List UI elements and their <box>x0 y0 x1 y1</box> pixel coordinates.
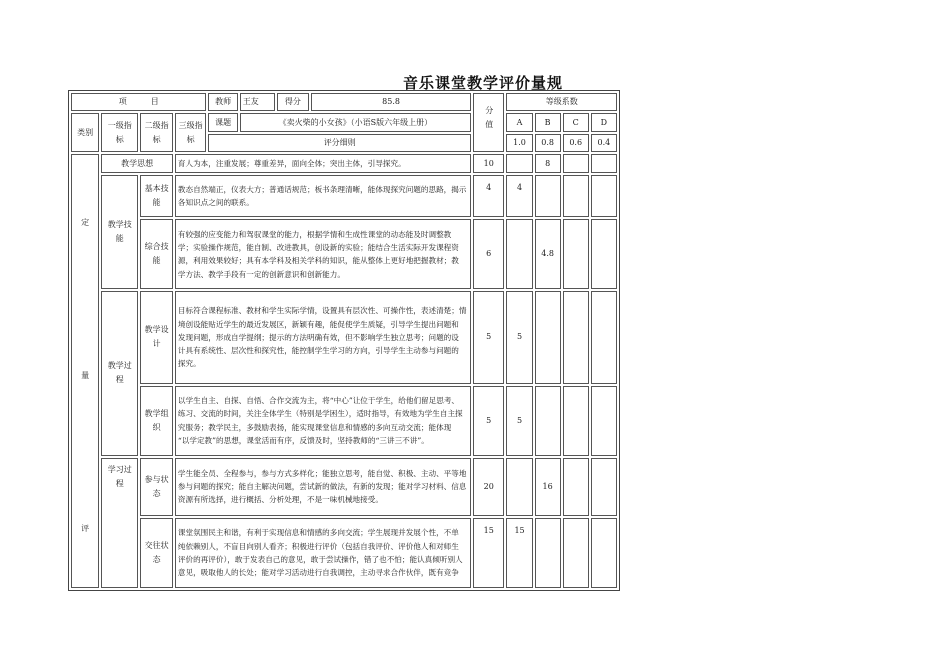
header-teacher-name: 王友 <box>240 93 275 111</box>
level1-jiaoxue-guocheng-text: 教学过程 <box>107 361 132 385</box>
grade-c-label: C <box>563 113 589 132</box>
category-cell <box>71 154 99 588</box>
detail-row-4 <box>175 386 471 456</box>
detail-row-4-line-2: 练习、交流的时间，关注全体学生（特别是学困生），适时指导，有效地为学生自主探 <box>177 409 463 419</box>
detail-row-1-line-1: 教态自然端正，仪表大方；普通话规范；板书条理清晰，能体现探究问题的思路，揭示 <box>177 184 467 194</box>
detail-row-3-line-2: 境创设能贴近学生的最近发展区，新颖有趣，能促使学生质疑，引导学生提出问题和 <box>177 319 459 329</box>
grade-c-row-2 <box>563 219 589 289</box>
points-row-2: 6 <box>473 219 505 289</box>
level1-xuexi-guocheng-text: 学习过程 <box>107 464 132 488</box>
level2-jiben-jineng: 基本技能 <box>140 175 173 217</box>
header-topic-label: 课题 <box>208 113 237 132</box>
evaluation-rubric-table <box>68 90 620 591</box>
grade-a-row-2 <box>506 219 532 289</box>
detail-row-5-line-3: 资源有所选择，进行概括、分析处理，不是一味机械地接受。 <box>177 495 383 505</box>
level1-jiaoxue-guocheng <box>101 291 138 455</box>
grade-a-row-5 <box>506 458 532 516</box>
detail-row-6 <box>175 518 471 588</box>
header-topic-value: 《卖火柴的小女孩》（小语S版六年级上册） <box>240 113 471 132</box>
detail-row-4-line-3: 究服务；教学民主，多鼓励表扬，能实现课堂信息和情感的多向互动交流；能体现 <box>177 422 452 432</box>
grade-c-row-4 <box>563 386 589 456</box>
level2-jiaoxue-sheji: 教学设计 <box>140 291 173 383</box>
detail-row-2-line-3: 源，利用效果较好；具有本学科及相关学科的知识，能从整体上更好地把握教材；教 <box>177 256 459 266</box>
points-row-3: 5 <box>473 291 505 383</box>
detail-row-1-line-2: 各知识点之间的联系。 <box>177 198 254 208</box>
detail-row-6-line-4: 意见，吸取他人的长处；能对学习活动进行自我调控，主动寻求合作伙伴，既有竞争 <box>177 568 459 578</box>
header-teacher-label: 教师 <box>208 93 237 111</box>
grade-b-row-4 <box>535 386 561 456</box>
header-category: 类别 <box>71 113 99 152</box>
level1-jiaoxue-jineng <box>101 175 138 289</box>
grade-c-row-6 <box>563 518 589 588</box>
detail-row-5 <box>175 458 471 516</box>
grade-d-row-0 <box>591 154 617 173</box>
level1-xuexi-guocheng <box>101 458 138 588</box>
detail-row-4-line-1: 以学生自主、自探、自悟、合作交流为主，将“中心”让位于学生，给他们留足思考、 <box>177 396 460 406</box>
detail-row-2-line-1: 有较强的应变能力和驾驭课堂的能力，根据学情和生成性课堂的动态能及时调整教 <box>177 229 452 239</box>
grade-b-label: B <box>535 113 561 132</box>
grade-d-row-4 <box>591 386 617 456</box>
grade-a-row-4: 5 <box>506 386 532 456</box>
level2-canyu-zhuangtai: 参与状态 <box>140 458 173 516</box>
points-row-6: 15 <box>473 518 505 588</box>
grade-b-row-5: 16 <box>535 458 561 516</box>
category-char-liang: 量 <box>81 371 90 380</box>
header-level1: 一级指标 <box>101 113 138 152</box>
category-char-ding: 定 <box>81 218 90 227</box>
grade-b-row-0: 8 <box>535 154 561 173</box>
header-level3: 三级指标 <box>175 113 207 152</box>
header-score-value: 85.8 <box>311 93 471 111</box>
detail-row-2-line-2: 学；实验操作规范，能自制、改进教具，创设新的实验；能结合生活实际开发课程资 <box>177 243 459 253</box>
points-row-1: 4 <box>473 175 505 217</box>
header-xiangmu: 项 目 <box>71 93 206 111</box>
header-grade-label: 等级系数 <box>506 93 617 111</box>
header-points-label <box>473 93 505 152</box>
grade-b-row-3 <box>535 291 561 383</box>
header-points-text: 分值 <box>484 106 494 134</box>
detail-row-3-line-4: 计具有系统性、层次性和探究性，能控制学生学习的方向，引导学生主动参与问题的 <box>177 346 459 356</box>
grade-a-row-0 <box>506 154 532 173</box>
detail-row-1 <box>175 175 471 217</box>
detail-row-3-line-3: 发现问题，形成自学提纲；提示的方法明确有效，但不影响学生独立思考；问题的设 <box>177 332 459 342</box>
detail-row-2 <box>175 219 471 289</box>
grade-c-row-3 <box>563 291 589 383</box>
header-scoring-rules: 评分细则 <box>208 134 471 152</box>
coefficient-d: 0.4 <box>591 134 617 152</box>
header-score-label: 得分 <box>277 93 310 111</box>
points-row-0: 10 <box>473 154 505 173</box>
detail-row-3-line-5: 探究。 <box>177 359 201 369</box>
detail-row-3-line-1: 目标符合课程标准、教材和学生实际学情，设置具有层次性、可操作性，表述清楚；情 <box>177 306 467 316</box>
grade-a-row-6: 15 <box>506 518 532 588</box>
detail-row-5-line-1: 学生能全员、全程参与，参与方式多样化；能独立思考，能自觉、积极、主动、平等地 <box>177 468 467 478</box>
detail-row-5-line-2: 参与问题的探究；能自主解决问题，尝试新的做法，有新的发现；能对学习材料、信息 <box>177 482 467 492</box>
coefficient-b: 0.8 <box>535 134 561 152</box>
level2-jiaowang-zhuangtai: 交往状态 <box>140 518 173 588</box>
grade-b-row-6 <box>535 518 561 588</box>
grade-d-row-5 <box>591 458 617 516</box>
level2-zonghe-jineng: 综合技能 <box>140 219 173 289</box>
document-title: 音乐课堂教学评价量规 <box>403 74 564 92</box>
detail-row-6-line-3: 评价的再评价），敢于发表自己的意见，敢于尝试操作，错了也不怕；能认真倾听别人 <box>177 555 463 564</box>
grade-c-row-5 <box>563 458 589 516</box>
grade-d-row-6 <box>591 518 617 588</box>
grade-b-row-2: 4.8 <box>535 219 561 289</box>
level1-jiaoxue-sixiang: 教学思想 <box>101 154 173 173</box>
detail-row-3 <box>175 291 471 383</box>
detail-row-4-line-4: “以学定教”的思想，课堂活而有序，反馈及时，坚持教师的“三讲三不讲”。 <box>177 435 429 445</box>
coefficient-c: 0.6 <box>563 134 589 152</box>
grade-a-label: A <box>506 113 532 132</box>
grade-c-row-0 <box>563 154 589 173</box>
points-row-5: 20 <box>473 458 505 516</box>
grade-a-row-3: 5 <box>506 291 532 383</box>
level1-jiaoxue-jineng-text: 教学技能 <box>107 220 132 244</box>
category-char-ping: 评 <box>81 524 90 533</box>
header-level2: 二级指标 <box>140 113 173 152</box>
detail-row-6-line-1: 课堂氛围民主和谐，有利于实现信息和情感的多向交流；学生展现并发展个性，不单 <box>177 528 459 538</box>
grade-d-row-2 <box>591 219 617 289</box>
grade-d-row-1 <box>591 175 617 217</box>
grade-a-row-1: 4 <box>506 175 532 217</box>
detail-row-6-line-2: 纯依赖别人，不盲目向别人看齐；积极进行评价（包括自我评价、评价他人和对师生 <box>177 541 459 551</box>
points-row-4: 5 <box>473 386 505 456</box>
grade-d-row-3 <box>591 291 617 383</box>
grade-b-row-1 <box>535 175 561 217</box>
level2-jiaoxue-zuzhi: 教学组织 <box>140 386 173 456</box>
detail-row-2-line-4: 学方法、教学手段有一定的创新意识和创新能力。 <box>177 269 345 279</box>
coefficient-a: 1.0 <box>506 134 532 152</box>
grade-c-row-1 <box>563 175 589 217</box>
grade-d-label: D <box>591 113 617 132</box>
detail-row-0: 育人为本，注重发展；尊重差异，面向全体；突出主体，引导探究。 <box>175 154 471 173</box>
